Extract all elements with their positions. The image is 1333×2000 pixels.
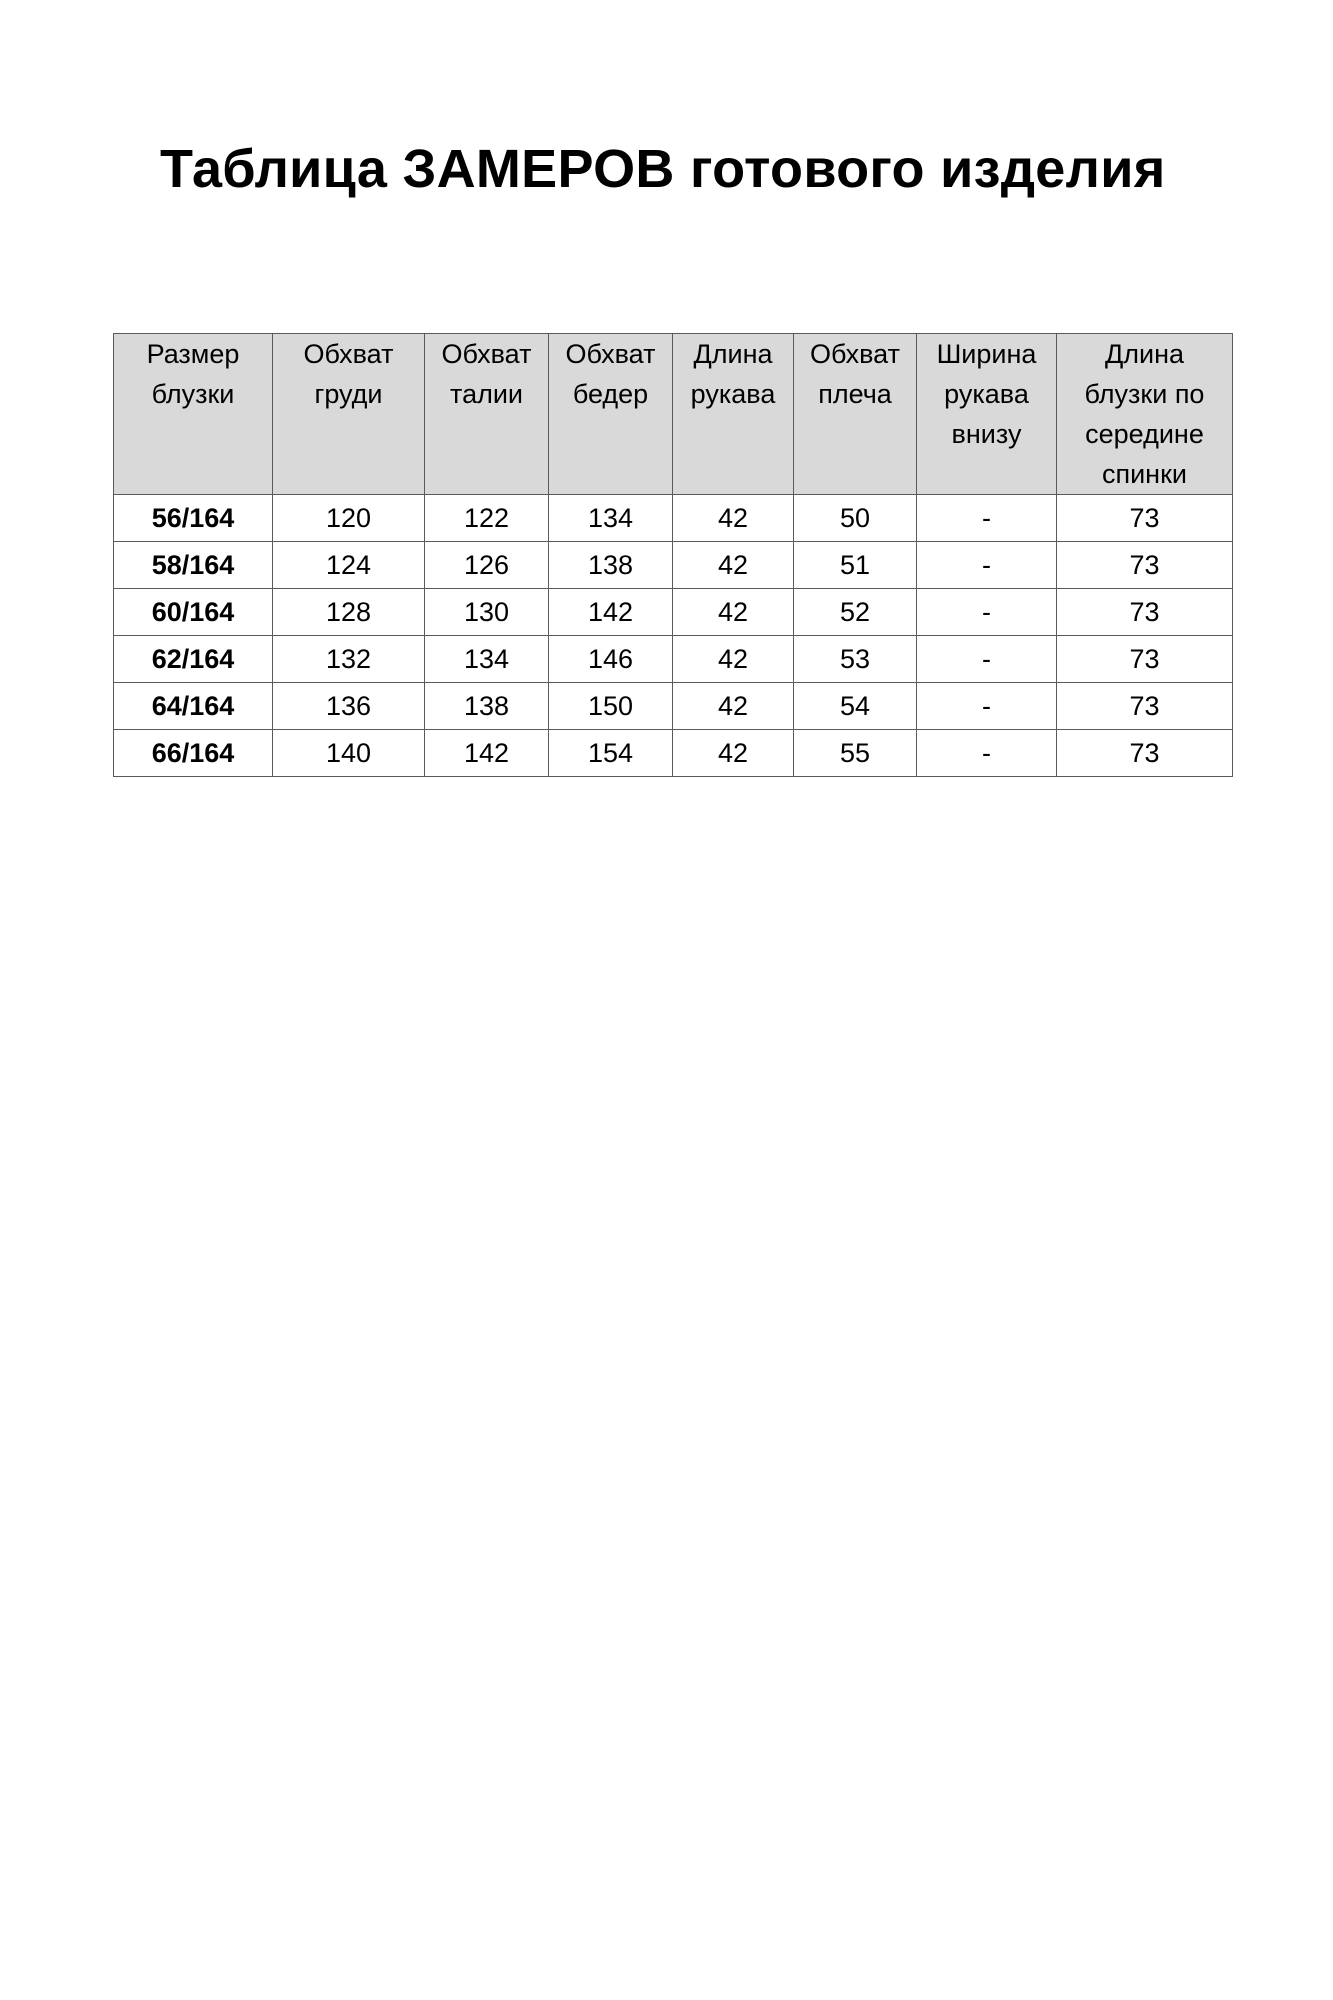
table-cell: 128 [273, 589, 425, 636]
size-cell: 62/164 [114, 636, 273, 683]
header-cell-back-length [1057, 334, 1233, 495]
table-row [114, 589, 1233, 636]
table-cell: 73 [1057, 683, 1233, 730]
header-cell-sleeve-width [917, 334, 1057, 495]
table-cell: 42 [673, 542, 794, 589]
table-cell: 126 [425, 542, 549, 589]
table-cell: 50 [794, 495, 917, 542]
table-row [114, 636, 1233, 683]
table-cell: 136 [273, 683, 425, 730]
header-cell-size [114, 334, 273, 495]
table-cell: - [917, 542, 1057, 589]
table-cell: - [917, 495, 1057, 542]
header-cell-sleeve-length [673, 334, 794, 495]
table-cell: 142 [549, 589, 673, 636]
size-cell: 58/164 [114, 542, 273, 589]
table-cell: 51 [794, 542, 917, 589]
table-cell: - [917, 636, 1057, 683]
header-row [114, 334, 1233, 495]
table-cell: 122 [425, 495, 549, 542]
table-cell: 42 [673, 730, 794, 777]
header-text: рукава [944, 379, 1029, 409]
table-cell: 132 [273, 636, 425, 683]
header-text: бедер [572, 379, 649, 409]
table-cell: 138 [425, 683, 549, 730]
size-cell: 56/164 [114, 495, 273, 542]
header-cell-shoulder [794, 334, 917, 495]
header-text: блузки [151, 379, 235, 409]
table-cell: - [917, 683, 1057, 730]
table-cell: 134 [425, 636, 549, 683]
header-text: Длина [1104, 339, 1185, 369]
table-cell: 142 [425, 730, 549, 777]
table-cell: 138 [549, 542, 673, 589]
header-text: внизу [951, 419, 1022, 449]
table-cell: 55 [794, 730, 917, 777]
table-cell: 52 [794, 589, 917, 636]
header-text: груди [314, 379, 383, 409]
header-text: Размер [146, 339, 240, 369]
table-cell: 130 [425, 589, 549, 636]
table-cell: 42 [673, 636, 794, 683]
table-cell: 73 [1057, 636, 1233, 683]
size-cell: 64/164 [114, 683, 273, 730]
table-cell: 154 [549, 730, 673, 777]
table-cell: - [917, 589, 1057, 636]
table-cell: 73 [1057, 495, 1233, 542]
table-cell: 53 [794, 636, 917, 683]
size-cell: 66/164 [114, 730, 273, 777]
table-cell: 124 [273, 542, 425, 589]
table-row [114, 542, 1233, 589]
header-cell-waist [425, 334, 549, 495]
table-cell: 73 [1057, 589, 1233, 636]
table-cell: 42 [673, 495, 794, 542]
table-row [114, 683, 1233, 730]
header-cell-chest [273, 334, 425, 495]
header-text: рукава [690, 379, 776, 409]
table-cell: 146 [549, 636, 673, 683]
table-cell: 140 [273, 730, 425, 777]
header-text: талии [450, 379, 523, 409]
table-cell: 73 [1057, 542, 1233, 589]
table-cell: 134 [549, 495, 673, 542]
size-cell: 60/164 [114, 589, 273, 636]
header-cell-hips [549, 334, 673, 495]
header-text: плеча [818, 379, 892, 409]
header-text: середине [1085, 419, 1204, 449]
table-cell: 73 [1057, 730, 1233, 777]
header-text: Обхват [810, 339, 900, 369]
table-cell: 42 [673, 683, 794, 730]
header-text: спинки [1101, 459, 1187, 489]
header-text: Обхват [441, 339, 532, 369]
header-text: Обхват [565, 339, 656, 369]
header-text: Ширина [936, 339, 1037, 369]
header-text: блузки по [1084, 379, 1205, 409]
table-cell: - [917, 730, 1057, 777]
table-cell: 42 [673, 589, 794, 636]
measurements-table [113, 333, 1233, 777]
table-cell: 120 [273, 495, 425, 542]
table-row [114, 495, 1233, 542]
table-cell: 54 [794, 683, 917, 730]
header-text: Обхват [303, 339, 394, 369]
header-text: Длина [693, 339, 773, 369]
page-title: Таблица ЗАМЕРОВ готового изделия [160, 139, 1166, 199]
table-cell: 150 [549, 683, 673, 730]
table-row [114, 730, 1233, 777]
